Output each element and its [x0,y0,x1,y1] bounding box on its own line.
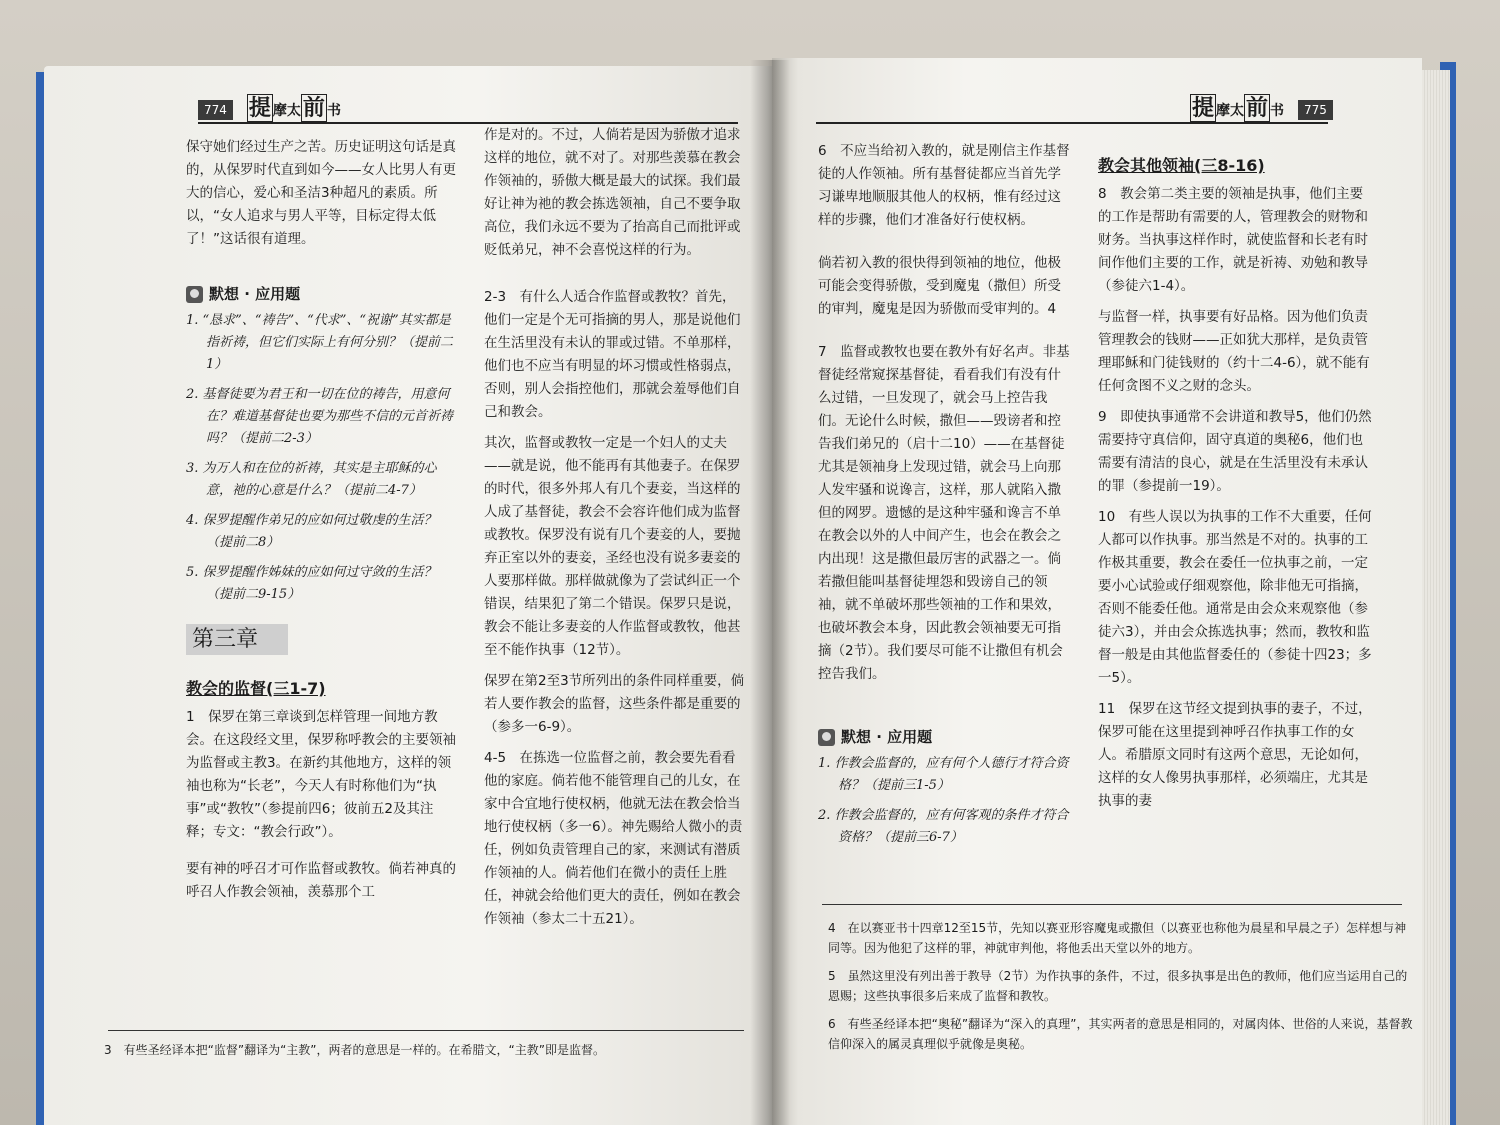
body-paragraph: 要有神的呼召才可作监督或教牧。倘若神真的呼召人作教会领袖，羡慕那个工 [186,861,456,900]
title-char: 前 [1246,95,1269,121]
body-paragraph: 8 教会第二类主要的领袖是执事，他们主要的工作是帮助有需要的人，管理教会的财物和财务。当执事这样作时，就使监督和长老有时间作他们主要的工作，就是祈祷、劝勉和教导（参徒六1-4）。 [1098,186,1368,294]
title-char: 摩太 [1216,103,1245,119]
page-number: 774 [198,100,233,120]
title-char: 提 [248,95,271,121]
footnote-text: 4 在以赛亚书十四章12至15节，先知以赛亚形容魔鬼或撒但（以赛亚也称他为晨星和早晨之子）怎样想与神同等。因为他犯了这样的罪，神就审判他，将他丢出天堂以外的地方。 [828,921,1407,955]
body-paragraph: 4-5 在拣选一位监督之前，教会要先看看他的家庭。倘若他不能管理自己的儿女，在家中合宜地行使权柄，他就无法在教会恰当地行使权柄（多一6）。神先赐给人微小的责任，例如负责管理自己的家，来测试有潜质作领袖的人。倘若他们在微小的责任上胜任，神就会给他们更大的责任，例如在教会作领袖（参太二十五21）。 [484,750,743,927]
question-item: 2. 作教会监督的，应有何客观的条件才符合资格？（提前三6-7） [818,808,1069,845]
body-paragraph: 保守她们经过生产之苦。历史证明这句话是真的，从保罗时代直到如今——女人比男人有更大的信心，爱心和圣洁3种超凡的素质。所以，“女人追求与男人平等，目标定得太低了！”这话很有道理。 [186,139,456,247]
footnote-rule [822,904,1402,905]
meditation-icon [186,286,203,303]
body-paragraph: 2-3 有什么人适合作监督或教牧？首先，他们一定是个无可指摘的男人，那是说他们在生活里没有未认的罪或过错。不单那样，他们也不应当有明显的坏习惯或性格弱点，否则，别人会指控他们，那就会羞辱他们自己和教会。 [484,289,741,420]
body-paragraph: 10 有些人误以为执事的工作不大重要，任何人都可以作执事。那当然是不对的。执事的工作极其重要，教会在委任一位执事之前，一定要小心试验或仔细观察他，除非他无可指摘，否则不能委任他。通常是由会众来观察他（参徒六3），并由会众拣选执事；然而，教牧和监督一般是由其他监督委任的（参徒十四23；多一5）。 [1098,509,1372,686]
right-page-column-1 [818,140,1074,857]
body-paragraph: 11 保罗在这节经文提到执事的妻子，不过，保罗可能在这里提到神呼召作执事工作的女人。希腊原文同时有这两个意思，无论如何，这样的女人像男执事那样，必须端庄，尤其是执事的妻 [1098,701,1372,809]
body-paragraph: 9 即使执事通常不会讲道和教导5，他们仍然需要持守真信仰，固守真道的奥秘6，他们也需要有清洁的良心，就是在生活里没有未承认的罪（参提前一19）。 [1098,409,1372,494]
title-char: 提 [1192,95,1215,121]
body-paragraph: 作是对的。不过，人倘若是因为骄傲才追求这样的地位，就不对了。对那些羡慕在教会作领袖的，骄傲大概是最大的试探。我们最好让神为祂的教会拣选领袖，自己不要争取高位，我们永远不要为了抬高自己而批评或贬低弟兄，神不会喜悦这样的行为。 [484,127,741,258]
footnote [104,1040,744,1060]
question-item: 3. 为万人和在位的祈祷，其实是主耶稣的心意，祂的心意是什么？（提前二4-7） [186,461,437,498]
body-paragraph: 保罗在第2至3节所列出的条件同样重要，倘若人要作教会的监督，这些条件都是重要的（参多一6-9）。 [484,673,745,735]
footnote-text: 5 虽然这里没有列出善于教导（2节）为作执事的条件，不过，很多执事是出色的教师，他们应当运用自己的恩赐；这些执事很多后来成了监督和教牧。 [828,969,1408,1003]
body-paragraph: 6 不应当给初入教的，就是刚信主作基督徒的人作领袖。所有基督徒都应当首先学习谦卑地顺服其他人的权柄，惟有经过这样的步骤，他们才准备好行使权柄。 [818,143,1070,228]
running-title [1190,96,1284,120]
section-title: 教会的监督(三1-7) [186,679,326,698]
body-paragraph: 与监督一样，执事要有好品格。因为他们负责管理教会的钱财——正如犹大那样，是负责管理耶稣和门徒钱财的（约十二4-6），就不能有任何贪图不义之财的念头。 [1098,309,1370,394]
left-page-column-2 [484,124,746,939]
title-char: 前 [302,95,325,121]
question-item: 2. 基督徒要为君王和一切在位的祷告，用意何在？难道基督徒也要为那些不信的元首祈祷吗？（提前二2-3） [186,387,454,446]
right-page [772,58,1422,1125]
meditation-heading-text: 默想 · 应用题 [841,728,933,746]
right-page-column-2 [1098,154,1372,821]
section-title: 教会其他领袖(三8-16) [1098,156,1265,175]
title-char: 书 [326,103,341,119]
body-paragraph: 其次，监督或教牧一定是一个妇人的丈夫——就是说，他不能再有其他妻子。在保罗的时代，很多外邦人有几个妻妾，当这样的人成了基督徒，教会不会容许他们成为监督或教牧。保罗没有说有几个妻妾的人，要抛弃正室以外的妻妾，圣经也没有说多妻妾的人要那样做。那样做就像为了尝试纠正一个错误，结果犯了第二个错误。保罗只是说，教会不能让多妻妾的人作监督或教牧，他甚至不能作执事（12节）。 [484,435,741,658]
right-page-header [1190,96,1333,120]
question-item: 5. 保罗提醒作姊妹的应如何过守敛的生活？（提前二9-15） [186,565,437,602]
title-char: 摩太 [272,103,301,119]
footnote-text: 3 有些圣经译本把“监督”翻译为“主教”，两者的意思是一样的。在希腊文，“主教”即是监督。 [104,1043,605,1057]
footnotes [828,918,1418,1054]
left-page-column-1 [186,136,458,912]
question-item: 1. “恳求”、“祷告”、“代求”、“祝谢”其实都是指祈祷，但它们实际上有何分别？（提前二1） [186,313,454,372]
footnote-rule [108,1030,744,1031]
meditation-heading-text: 默想 · 应用题 [209,285,301,303]
spine-shadow [750,60,790,1125]
running-title [247,96,341,120]
body-paragraph: 1 保罗在第三章谈到怎样管理一间地方教会。在这段经文里，保罗称呼教会的主要领袖为监督或主教3。在新约其他地方，这样的领袖也称为“长老”，今天人有时称他们为“执事”或“教牧”（参提前四6；彼前五2及其注释；专文：“教会行政”）。 [186,709,456,840]
left-page-header [198,96,341,120]
body-paragraph: 倘若初入教的很快得到领袖的地位，他极可能会变得骄傲，受到魔鬼（撒但）所受的审判，魔鬼是因为骄傲而受审判的。4 [818,255,1061,317]
page-edges [1422,70,1450,1125]
meditation-heading [186,283,458,306]
meditation-heading [818,726,1074,749]
question-item: 4. 保罗提醒作弟兄的应如何过敬虔的生活？（提前二8） [186,513,437,550]
left-page [44,66,772,1125]
footnote-text: 6 有些圣经译本把“奥秘”翻译为“深入的真理”，其实两者的意思是相同的，对属肉体、世俗的人来说，基督教信仰深入的属灵真理似乎就像是奥秘。 [828,1017,1413,1051]
meditation-icon [818,729,835,746]
page-number: 775 [1298,100,1333,120]
header-rule [816,122,1328,124]
title-char: 书 [1270,103,1285,119]
question-item: 1. 作教会监督的，应有何个人德行才符合资格？（提前三1-5） [818,756,1069,793]
chapter-label: 第三章 [186,624,288,655]
body-paragraph: 7 监督或教牧也要在教外有好名声。非基督徒经常窥探基督徒，看看我们有没有什么过错，一旦发现了，就会马上控告我们。无论什么时候，撒但——毁谤者和控告我们弟兄的（启十二10）——在基督徒尤其是领袖身上发现过错，就会马上向那人发牢骚和说谗言，这样，那人就陷入撒但的网罗。遗憾的是这种牢骚和谗言不单在教会以外的人中间产生，也会在教会之内出现！这是撒但最厉害的武器之一。倘若撒但能叫基督徒埋怨和毁谤自己的领袖，就不单破坏那些领袖的工作和果效，也破坏教会本身，因此教会领袖要无可指摘（2节）。我们要尽可能不让撒但有机会控告我们。 [818,344,1070,682]
